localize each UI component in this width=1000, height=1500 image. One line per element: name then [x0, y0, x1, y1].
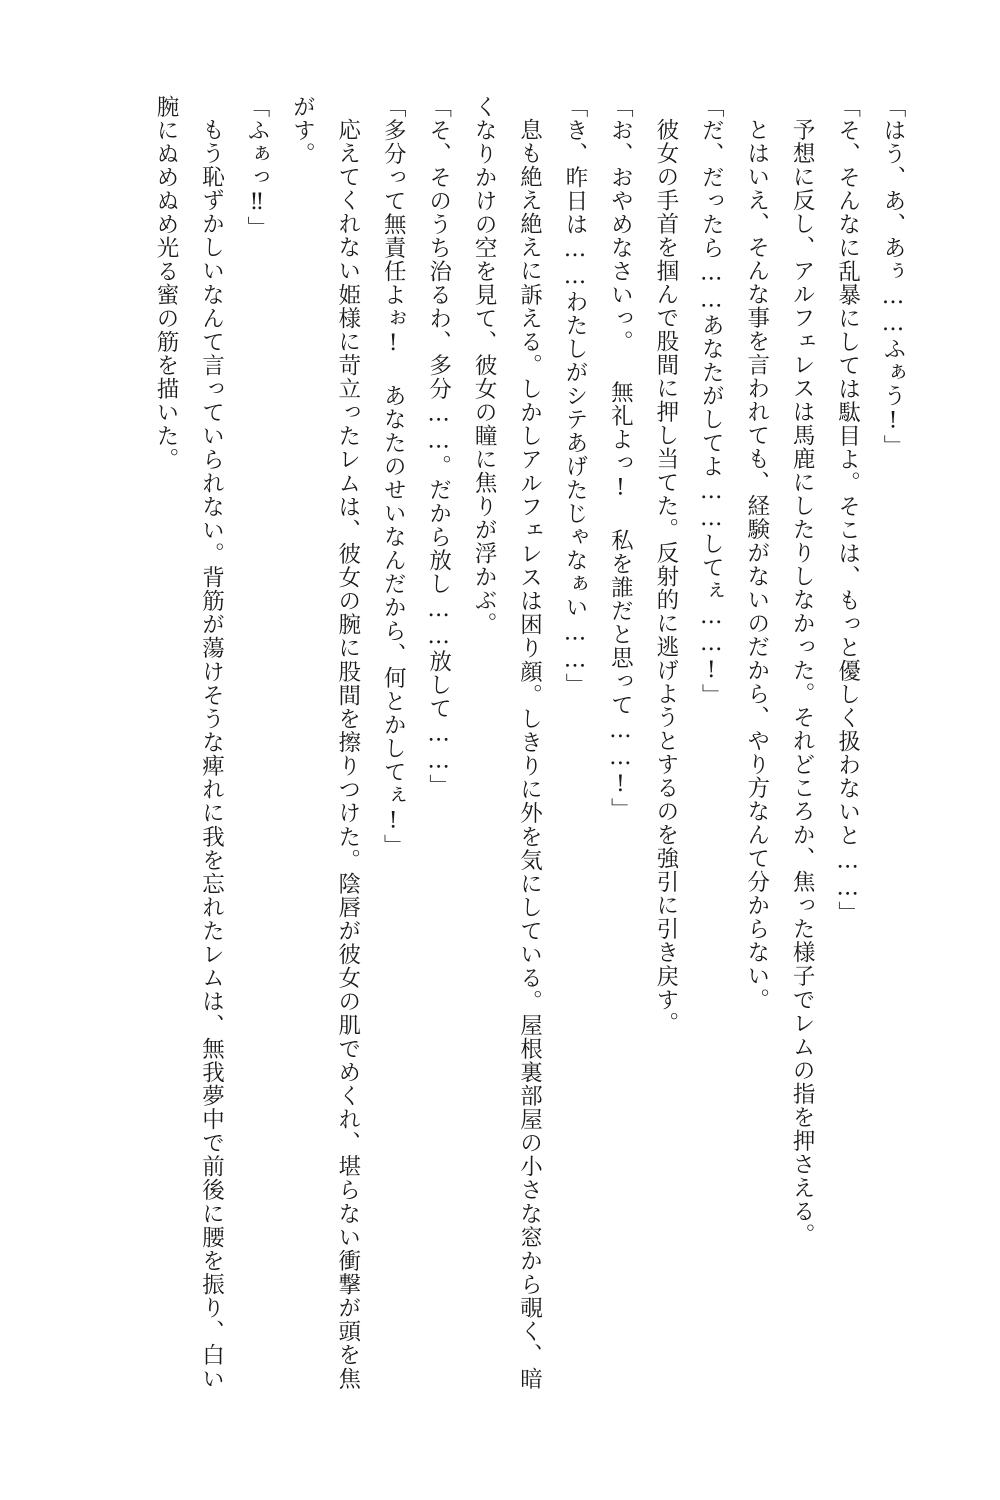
paragraph: 息も絶え絶えに訴える。しかしアルフェレスは困り顔。しきりに外を気にしている。屋根裏部屋の小さな窓から覗く、暗くなりかけの空を見て、彼女の瞳に焦りが浮かぶ。	[471, 95, 543, 1390]
paragraph: 予想に反し、アルフェレスは馬鹿にしたりしなかった。それどころか、焦った様子でレムの指を押さえる。	[789, 117, 816, 1247]
paragraph: 「はう、あ、あぅ……ふぁう!」	[880, 95, 906, 459]
paragraph: とはいえ、そんな事を言われても、経験がないのだから、やり方なんて分からない。	[743, 117, 770, 1011]
paragraph: 彼女の手首を掴んで股間に押し当てた。反射的に逃げようとするのを強引に引き戻す。	[652, 117, 679, 1035]
page-body-text	[70, 95, 915, 1390]
paragraph: 「お、おやめなさいっ。 無礼よっ! 私を誰だと思って……!」	[607, 95, 634, 822]
paragraph: もう恥ずかしいなんて言っていられない。背筋が蕩けそうな痺れに我を忘れたレムは、無我夢中で前後に腰を振り、白い腕にぬめぬめ光る蜜の筋を描いた。	[153, 95, 225, 1390]
paragraph: 「ふぁっ‼」	[243, 95, 270, 240]
paragraph: 「だ、だったら……あなたがしてよ……してぇ……!」	[698, 95, 725, 708]
paragraph: 「き、昨日は……わたしがシテあげたじゃなぁい……」	[561, 95, 588, 697]
paragraph: 「そ、そんなに乱暴にしては駄目よ。そこは、もっと優しく扱わないと……」	[834, 95, 861, 925]
paragraph: 応えてくれない姫様に苛立ったレムは、彼女の腕に股間を擦りつけた。陰唇が彼女の肌でめくれ、堪らない衝撃が頭を焦がす。	[289, 95, 361, 1390]
paragraph: 「そ、そのうち治るわ、多分……。だから放し……放して……」	[425, 95, 452, 798]
paragraph: 「多分って無責任よぉ! あなたのせいなんだから、何とかしてぇ!」	[380, 95, 407, 858]
